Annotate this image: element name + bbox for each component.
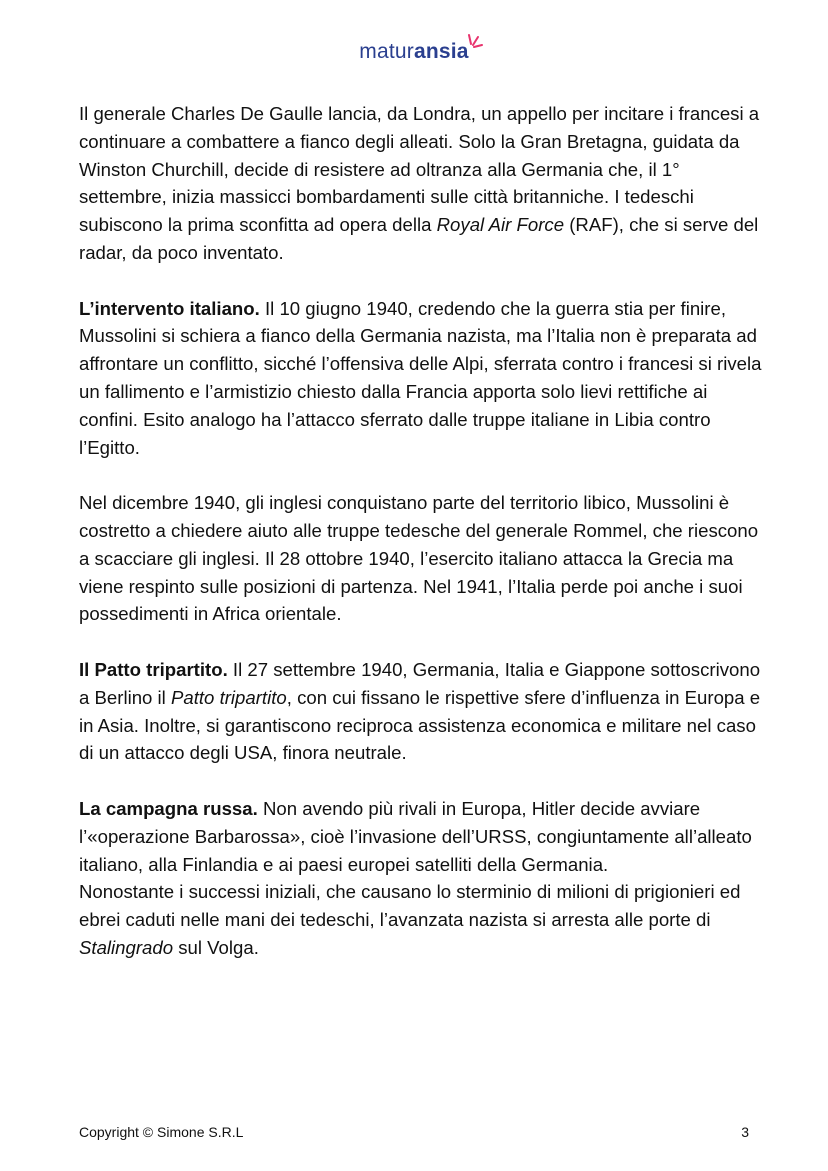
paragraph-text: Nel dicembre 1940, gli inglesi conquistano parte del territorio libico, Mussolini è costretto a chiedere aiuto alle truppe tedesche del generale Rommel, che riescono a scacciare gli inglesi. Il 28 ottobre 1940, l’esercito italiano attacca la Grecia ma viene respinto sulle posizioni di partenza. Nel 1941, l’Italia perde poi anche i suoi possedimenti in Africa orientale. [79,492,759,625]
page-number: 3 [741,1124,749,1140]
paragraph [79,100,769,267]
page-header [0,40,828,76]
section-heading: La campagna russa. [79,797,258,819]
paragraph [79,656,769,767]
paragraph [79,489,769,628]
page-footer [79,1124,749,1140]
italic-term: Royal Air Force [436,214,565,236]
paragraph [79,795,769,878]
logo-text-part1: matur [359,40,414,63]
paragraph [79,878,769,961]
italic-term: Patto tripartito [170,686,287,708]
paragraph [79,295,769,462]
paragraph-text: , con cui fissano le rispettive sfere d’influenza in Europa e in Asia. Inoltre, si garantiscono reciproca assistenza economica e militare nel caso di un attacco degli USA, finora neutrale. [79,686,761,764]
paragraph-text: Non avendo più rivali in Europa, Hitler decide avviare l’«operazione Barbarossa», cioè l’invasione dell’URSS, congiuntamente all’alleato italiano, alla Finlandia e ai paesi europei satelliti della Germania. [79,797,752,875]
maturansia-logo [359,40,468,64]
copyright-notice: Copyright © Simone S.R.L [79,1124,244,1140]
paragraph-text: Nonostante i successi iniziali, che causano lo sterminio di milioni di prigionieri ed ebrei caduti nelle mani dei tedeschi, l’avanzata nazista si arresta alle porte di [79,881,741,931]
logo-text-part2: ansia [413,40,469,63]
spark-icon [467,32,483,48]
paragraph-text: (RAF), che si serve del radar, da poco inventato. [79,214,759,263]
paragraph-text: Il generale Charles De Gaulle lancia, da Londra, un appello per incitare i francesi a continuare a combattere a fianco degli alleati. Solo la Gran Bretagna, guidata da Winston Churchill, decide di resistere ad oltranza alla Germania che, il 1° settembre, inizia massicci bombardamenti sulle città britanniche. I tedeschi subiscono la prima sconfitta ad opera della [79,103,760,236]
document-body [79,100,769,990]
section-heading: L’intervento italiano. [79,297,260,319]
italic-term: Stalingrado [79,936,174,958]
paragraph-text: Il 27 settembre 1940, Germania, Italia e Giappone sottoscrivono a Berlino il [79,658,761,708]
paragraph-text: Il 10 giugno 1940, credendo che la guerra stia per finire, Mussolini si schiera a fianco della Germania nazista, ma l’Italia non è preparata ad affrontare un conflitto, sicché l’offensiva delle Alpi, sferrata contro i francesi si rivela un fallimento e l’armistizio chiesto dalla Francia apporta solo lievi rettifiche ai confini. Esito analogo ha l’attacco sferrato dalle truppe italiane in Libia contro l’Egitto. [79,297,762,458]
section-heading: Il Patto tripartito. [79,658,228,680]
paragraph-text: sul Volga. [173,936,259,958]
